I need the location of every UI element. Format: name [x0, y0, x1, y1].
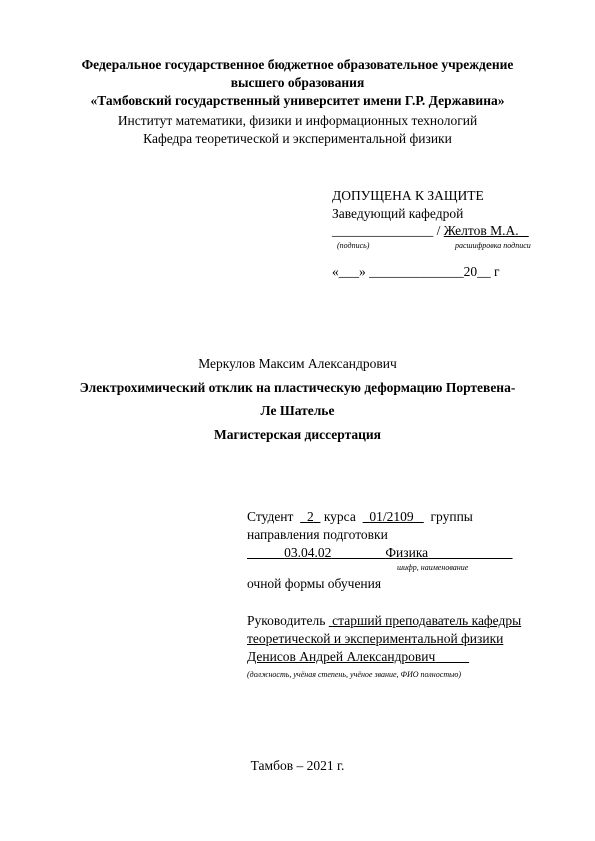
- supervisor-line-1: [247, 613, 521, 629]
- author-name: Меркулов Максим Александрович: [198, 356, 397, 371]
- signature-blank: _______________: [332, 223, 434, 238]
- work-title-line-1: Электрохимический отклик на пластическую деформацию Портевена-: [79, 380, 516, 395]
- department-name: Кафедра теоретической и экспериментальной физики: [143, 131, 452, 146]
- university-name: «Тамбовский государственный университет имени Г.Р. Державина»: [90, 93, 505, 108]
- direction-specialty: Физика: [385, 545, 429, 560]
- approval-title: ДОПУЩЕНА К ЗАЩИТЕ: [332, 188, 484, 203]
- code-caption: шифр, наименование: [397, 563, 469, 572]
- approval-date-line: «___» ______________20__ г: [332, 264, 500, 279]
- direction-label: направления подготовки: [247, 527, 388, 542]
- supervisor-position-1: старший преподаватель кафедры: [332, 613, 522, 628]
- approval-role: Заведующий кафедрой: [332, 206, 464, 221]
- decode-caption: расшифровка подписи: [455, 241, 531, 250]
- signature-slash: /: [433, 223, 444, 238]
- org-line-1: Федеральное государственное бюджетное образовательное учреждение: [81, 57, 514, 72]
- course-label: курса: [323, 509, 356, 524]
- org-line-2: высшего образования: [230, 75, 365, 90]
- study-form: очной формы обучения: [247, 576, 382, 591]
- supervisor-caption: (должность, учёная степень, учёное звание, ФИО полностью): [247, 670, 462, 679]
- work-title-line-2: Ле Шателье: [260, 403, 335, 418]
- supervisor-name-line: [247, 649, 469, 665]
- student-label: Студент: [247, 509, 294, 524]
- group-label: группы: [430, 509, 473, 524]
- city-year: Тамбов – 2021 г.: [250, 758, 345, 773]
- signature-caption: (подпись): [337, 241, 370, 250]
- supervisor-label: Руководитель: [247, 613, 326, 628]
- group-value: 01/2109: [369, 509, 414, 524]
- direction-line: [247, 545, 538, 561]
- work-type: Магистерская диссертация: [213, 427, 381, 442]
- supervisor-name: Денисов Андрей Александрович: [247, 649, 436, 664]
- head-name: Желтов М.А.: [443, 223, 519, 238]
- institute-name: Институт математики, физики и информационных технологий: [117, 113, 478, 128]
- approval-signature-line: [332, 223, 529, 239]
- direction-code: 03.04.02: [284, 545, 332, 560]
- student-line: [247, 509, 473, 525]
- course-value: 2: [306, 509, 314, 524]
- supervisor-position-2: теоретической и экспериментальной физики: [247, 631, 504, 646]
